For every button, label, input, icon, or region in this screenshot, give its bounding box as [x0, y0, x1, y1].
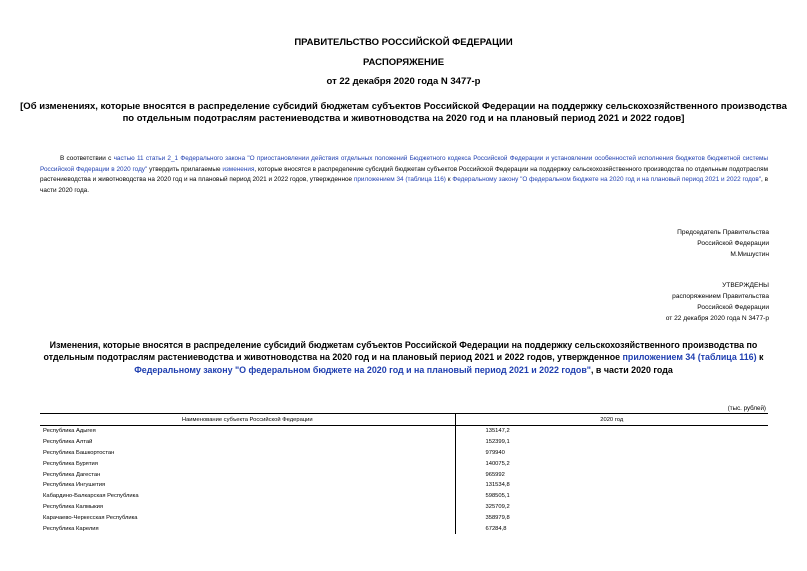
changes-appendix-link[interactable]: приложением 34 (таблица 116) [622, 352, 757, 363]
changes-heading [30, 339, 777, 376]
paragraph-text-d: к [445, 176, 453, 183]
region-amount: 131534,8 [455, 480, 768, 491]
changes-heading-text-3: , в части 2020 года [591, 364, 673, 375]
signature-name: М.Мишустин [730, 251, 769, 258]
approval-issuer: распоряжением Правительства [672, 293, 769, 300]
approval-title: УТВЕРЖДЕНЫ [722, 282, 769, 289]
table-row [40, 437, 768, 448]
changes-heading-text-1: Изменения, которые вносятся в распределение субсидий бюджетам субъектов Российской Федерации на поддержку сельскохозяйственного производства по отдельным подотраслям растениеводства и животноводства на 2020 год и на плановый период 2021 и 2022 годов, утвержденное [43, 340, 758, 363]
paragraph-text-c: , которые вносятся в распределение субсидий бюджетам субъектов Российской Федерации на поддержку сельскохозяйственного производства по отдельным подотраслям растениеводства и животноводства на 2020 год и на плановый период 2021 и 2022 годов, утвержденное [40, 165, 768, 183]
subsidy-table [40, 413, 768, 534]
table-row [40, 426, 768, 437]
subtitle-line-1: [Об изменениях, которые вносятся в распределение субсидий бюджетам субъектов Российской Федерации на поддержку сельскохозяйственного производства [20, 101, 787, 112]
appendix-link[interactable]: приложением 34 (таблица 116) [353, 176, 446, 183]
region-amount: 979940 [455, 448, 768, 459]
units-label: (тыс. рублей) [727, 405, 766, 412]
table-row [40, 512, 768, 523]
column-header-region: Наименование субъекта Российской Федерации [40, 414, 455, 426]
signature-organization: Российской Федерации [697, 240, 769, 247]
law-article-link[interactable]: частью 11 статьи 2_1 Федерального закона "О приостановлении действия отдельных положений Бюджетного кодекса Российской Федерации и установлении особенностей исполнения бюджетов бюджетной системы Российской Федерации в 2020 году" [40, 155, 768, 173]
region-name: Кабардино-Балкарская Республика [43, 493, 139, 500]
region-name: Республика Карелия [43, 525, 99, 532]
table-row [40, 480, 768, 491]
region-name: Республика Дагестан [43, 471, 101, 478]
region-amount: 598505,1 [455, 491, 768, 502]
document-subtitle [0, 101, 807, 125]
region-name: Республика Бурятия [43, 460, 98, 467]
paragraph-text-e: , в части 2020 года. [40, 176, 768, 194]
region-amount: 67284,8 [455, 523, 768, 534]
order-paragraph [40, 154, 768, 196]
paragraph-text-a: В соответствии с [60, 155, 114, 162]
region-name: Республика Калмыкия [43, 503, 104, 510]
signature-position: Председатель Правительства [677, 229, 769, 236]
region-amount: 135147,2 [455, 426, 768, 437]
region-name: Карачаево-Черкесская Республика [43, 514, 138, 521]
approval-block [666, 280, 769, 324]
table-row [40, 469, 768, 480]
table-row [40, 448, 768, 459]
government-title: ПРАВИТЕЛЬСТВО РОССИЙСКОЙ ФЕДЕРАЦИИ [294, 37, 513, 48]
region-name: Республика Алтай [43, 439, 93, 446]
region-amount: 325709,2 [455, 502, 768, 513]
changes-federal-law-link[interactable]: Федеральному закону "О федеральном бюджете на 2020 год и на плановый период 2021 и 2022 годов" [134, 364, 591, 375]
region-amount: 152399,1 [455, 437, 768, 448]
region-name: Республика Башкортостан [43, 449, 115, 456]
table-row [40, 523, 768, 534]
table-header-row [40, 414, 768, 426]
region-name: Республика Ингушетия [43, 482, 106, 489]
region-amount: 358979,8 [455, 512, 768, 523]
federal-budget-law-link[interactable]: Федеральному закону "О федеральном бюджете на 2020 год и на плановый период 2021 и 2022 годов" [452, 176, 762, 183]
approval-date-number: от 22 декабря 2020 года N 3477-р [665, 315, 769, 322]
region-amount: 140075,2 [455, 458, 768, 469]
document-date-number: от 22 декабря 2020 года N 3477-р [326, 76, 481, 87]
subtitle-line-2: по отдельным подотраслям растениеводства и животноводства на 2020 год и на плановый период 2021 и 2022 годов] [122, 113, 685, 124]
region-amount: 965992 [455, 469, 768, 480]
changes-link[interactable]: изменения [222, 165, 255, 173]
signature-block [677, 227, 769, 260]
changes-heading-text-2: к [756, 352, 764, 363]
region-name: Республика Адыгея [43, 428, 96, 435]
table-row [40, 502, 768, 513]
approval-organization: Российской Федерации [697, 304, 769, 311]
table-row [40, 491, 768, 502]
paragraph-text-b: утвердить прилагаемые [147, 165, 223, 173]
table-row [40, 458, 768, 469]
document-type: РАСПОРЯЖЕНИЕ [362, 57, 445, 68]
column-header-year: 2020 год [455, 414, 768, 426]
